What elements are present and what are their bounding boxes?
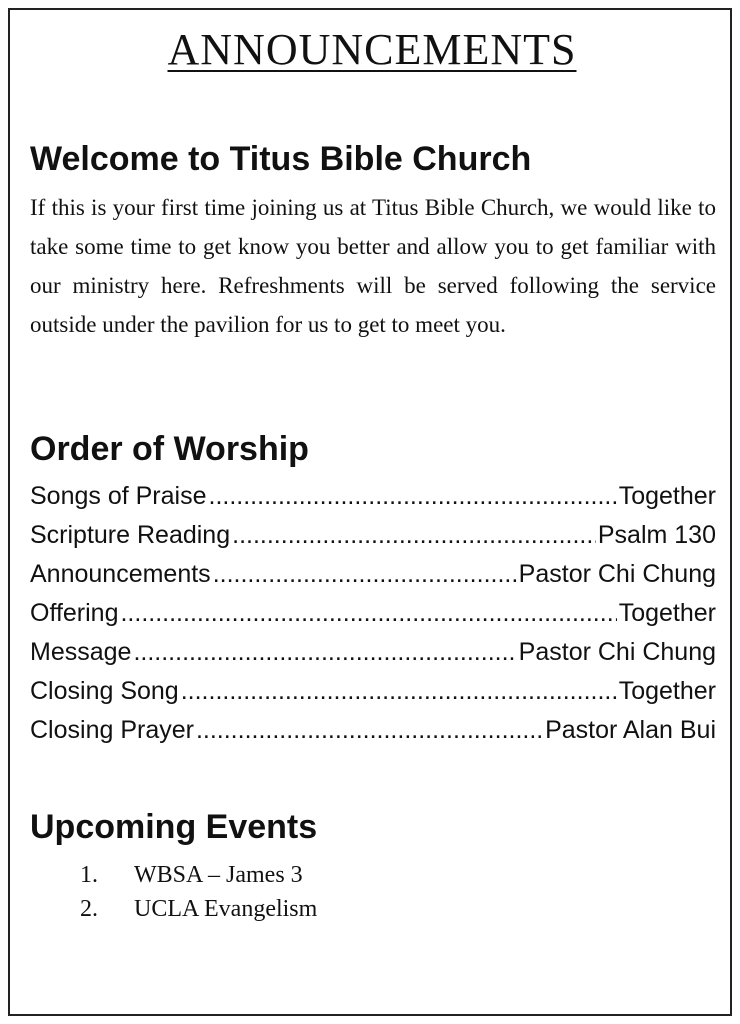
dot-leader xyxy=(120,599,616,628)
page-title-text: ANNOUNCEMENTS xyxy=(167,25,577,74)
order-of-worship-heading: Order of Worship xyxy=(30,430,309,468)
worship-item-leader: Together xyxy=(618,482,716,510)
page-title xyxy=(10,25,734,74)
event-item xyxy=(80,896,317,930)
dot-leader xyxy=(232,521,596,550)
event-label: WBSA – James 3 xyxy=(134,862,303,888)
dot-leader xyxy=(209,482,617,511)
worship-item-leader: Together xyxy=(618,677,716,705)
upcoming-events-list xyxy=(80,862,317,930)
worship-item xyxy=(30,716,716,755)
dot-leader xyxy=(133,638,516,667)
worship-item-name: Announcements xyxy=(30,560,211,588)
dot-leader xyxy=(213,560,517,589)
event-number: 1. xyxy=(80,862,98,888)
dot-leader xyxy=(181,677,617,706)
worship-item-name: Closing Song xyxy=(30,677,179,705)
worship-item-leader: Pastor Chi Chung xyxy=(518,560,716,588)
event-label: UCLA Evangelism xyxy=(134,896,318,922)
order-of-worship-list xyxy=(30,482,716,755)
welcome-paragraph: If this is your first time joining us at Titus Bible Church, we would like to take some time to get know you better and allow you to get familiar with our ministry here. Refreshments will be served following the service outside under the pavilion for us to get to meet you. xyxy=(30,195,716,337)
event-number: 2. xyxy=(80,896,98,922)
worship-item xyxy=(30,521,716,560)
worship-item-name: Scripture Reading xyxy=(30,521,231,549)
worship-item-leader: Pastor Alan Bui xyxy=(545,716,716,744)
worship-item xyxy=(30,677,716,716)
worship-item-leader: Together xyxy=(618,599,716,627)
upcoming-events-heading: Upcoming Events xyxy=(30,808,318,846)
worship-item-name: Closing Prayer xyxy=(30,716,194,744)
dot-leader xyxy=(196,716,543,745)
welcome-heading: Welcome to Titus Bible Church xyxy=(30,140,532,178)
worship-item xyxy=(30,638,716,677)
worship-item xyxy=(30,599,716,638)
worship-item xyxy=(30,560,716,599)
worship-item xyxy=(30,482,716,521)
worship-item-name: Songs of Praise xyxy=(30,482,207,510)
worship-item-name: Offering xyxy=(30,599,119,627)
event-item xyxy=(80,862,317,896)
worship-item-leader: Psalm 130 xyxy=(597,521,716,549)
worship-item-leader: Pastor Chi Chung xyxy=(518,638,716,666)
worship-item-name: Message xyxy=(30,638,132,666)
announcements-page xyxy=(8,8,732,1016)
